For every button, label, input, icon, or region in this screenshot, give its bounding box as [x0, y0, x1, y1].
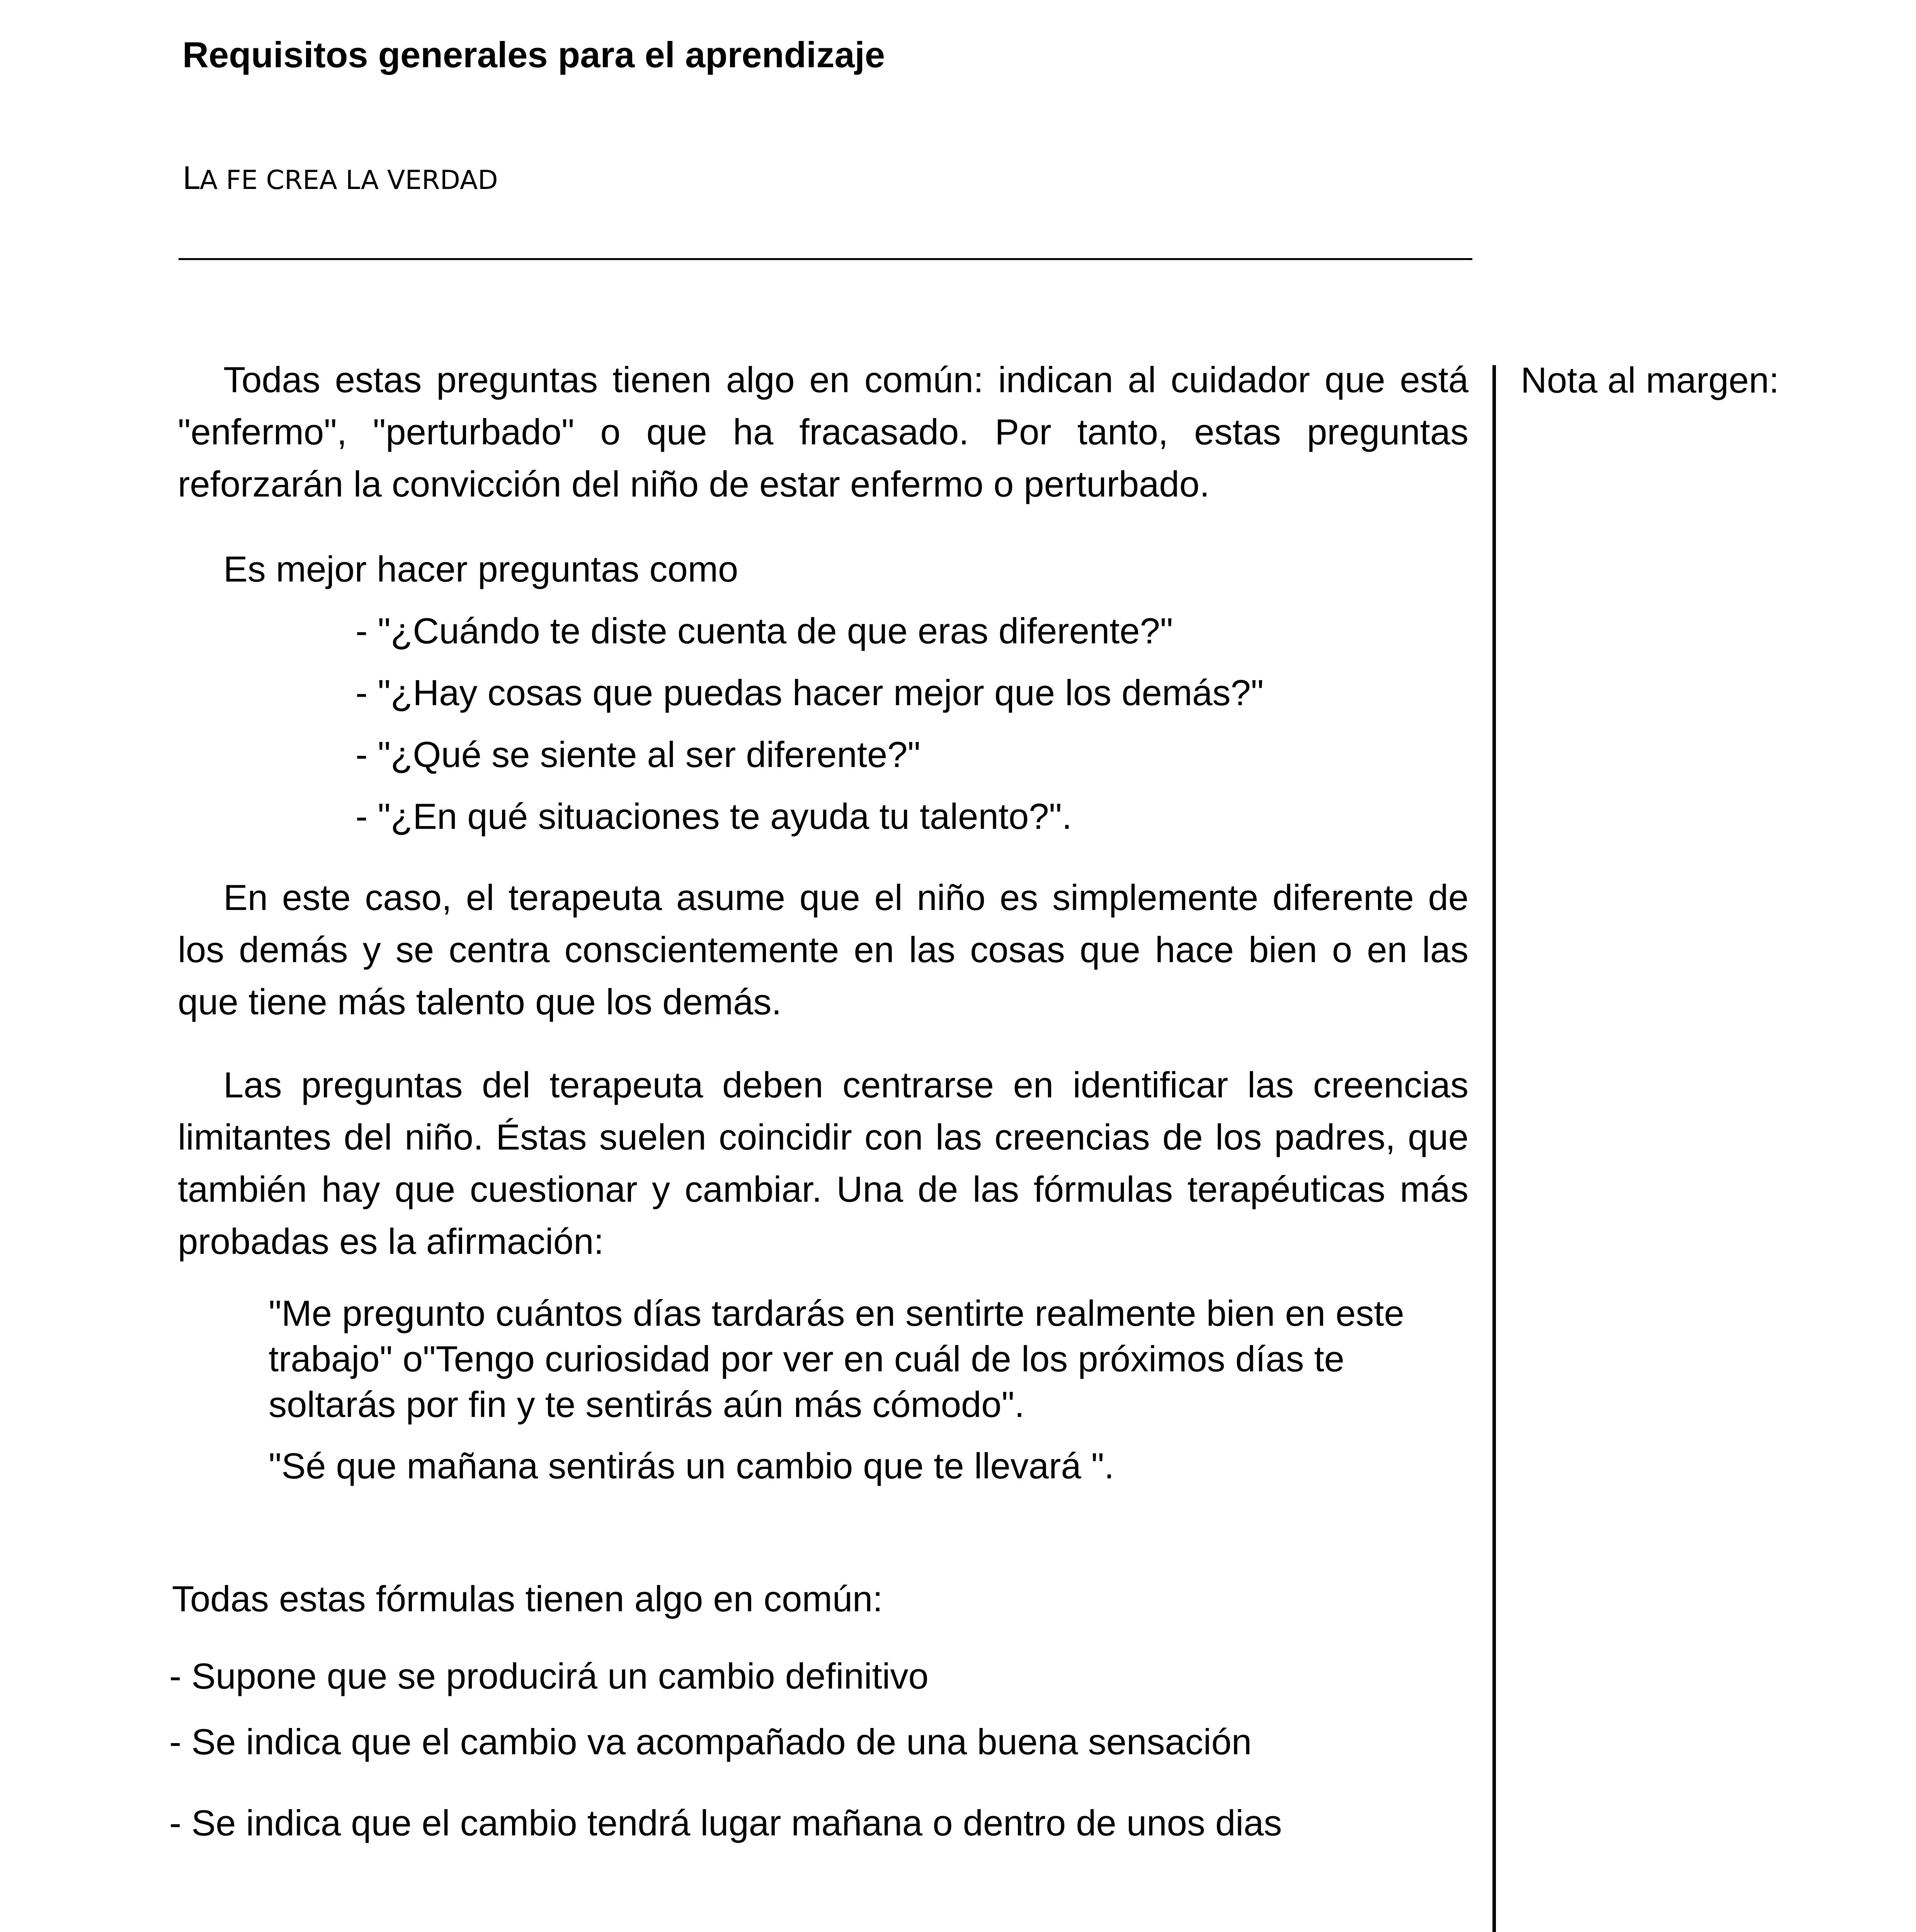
paragraph-5-intro: Todas estas fórmulas tienen algo en común:: [172, 1578, 883, 1619]
paragraph-4: Las preguntas del terapeuta deben centrarse en identificar las creencias limitantes del niño. Éstas suelen coincidir con las creencias de los padres, que también hay que cuestionar y cambiar. Una de las fórmulas terapéuticas más probadas es la afirmación:: [178, 1065, 1468, 1262]
subtitle-initial: L: [182, 160, 200, 196]
affirmation-quote-1: "Me pregunto cuántos días tardarás en sentirte realmente bien en este trabajo" o"Tengo curiosidad por ver en cuál de los próximos días te soltarás por fin y te sentirás aún más cómodo".: [269, 1293, 1404, 1425]
question-item-2: - "¿Hay cosas que puedas hacer mejor que los demás?": [356, 672, 1264, 713]
margin-note-label: Nota al margen:: [1521, 360, 1779, 400]
question-item-4: - "¿En qué situaciones te ayuda tu talento?".: [356, 796, 1072, 837]
question-item-1: - "¿Cuándo te diste cuenta de que eras diferente?": [356, 611, 1173, 651]
point-item-2: - Se indica que el cambio va acompañado de una buena sensación: [169, 1721, 1252, 1762]
question-item-3: - "¿Qué se siente al ser diferente?": [356, 734, 921, 775]
running-header-title: Requisitos generales para el aprendizaje: [182, 34, 885, 75]
paragraph-1: Todas estas preguntas tienen algo en común: indican al cuidador que está "enfermo", "perturbado" o que ha fracasado. Por tanto, estas preguntas reforzarán la convicción del niño de estar enfermo o perturbado.: [178, 359, 1468, 504]
paragraph-2-intro: Es mejor hacer preguntas como: [223, 549, 738, 589]
paragraph-3: En este caso, el terapeuta asume que el niño es simplemente diferente de los demás y se centra conscientemente en las cosas que hace bien o en las que tiene más talento que los demás.: [178, 877, 1468, 1022]
running-header-subtitle: [182, 160, 498, 196]
subtitle-rest: A FE CREA LA VERDAD: [199, 165, 498, 196]
affirmation-quote-2: "Sé que mañana sentirás un cambio que te llevará ".: [269, 1446, 1115, 1486]
margin-divider: [1492, 365, 1496, 1932]
point-item-1: - Supone que se producirá un cambio definitivo: [169, 1656, 929, 1696]
point-item-3: - Se indica que el cambio tendrá lugar mañana o dentro de unos dias: [169, 1803, 1282, 1843]
header-divider: [179, 258, 1472, 260]
